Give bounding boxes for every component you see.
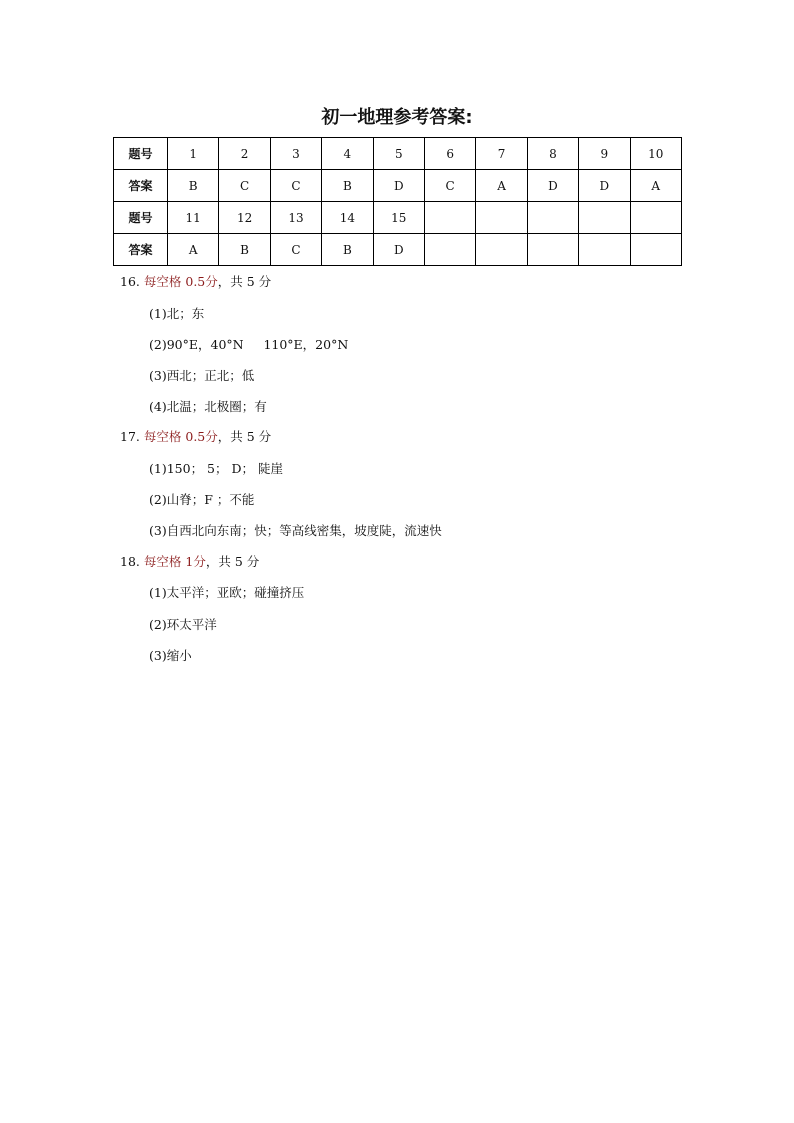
row-label: 题号 bbox=[114, 202, 168, 234]
score-prefix: 每空格 bbox=[143, 554, 182, 569]
score-prefix: 每空格 bbox=[143, 274, 182, 289]
question-number-cell: 10 bbox=[630, 138, 681, 170]
question-number-cell: 11 bbox=[168, 202, 219, 234]
row-label: 答案 bbox=[114, 234, 168, 266]
answer-18-2: (2)环太平洋 bbox=[149, 617, 217, 632]
question-number-cell: 7 bbox=[476, 138, 527, 170]
question-number-cell: 13 bbox=[270, 202, 321, 234]
empty-cell bbox=[476, 234, 527, 266]
answer-cell: B bbox=[322, 170, 373, 202]
score-total: ，共 5 分 bbox=[217, 429, 272, 444]
question-number-cell: 1 bbox=[168, 138, 219, 170]
row-label: 答案 bbox=[114, 170, 168, 202]
table-row-answers-1 bbox=[114, 170, 682, 202]
question-number-cell: 5 bbox=[373, 138, 424, 170]
answer-cell: D bbox=[373, 234, 424, 266]
question-number-cell: 6 bbox=[424, 138, 475, 170]
question-number-cell: 4 bbox=[322, 138, 373, 170]
table-row-question-numbers-2 bbox=[114, 202, 682, 234]
score-prefix: 每空格 bbox=[143, 429, 182, 444]
table-row-answers-2 bbox=[114, 234, 682, 266]
score-unit: 分 bbox=[193, 554, 206, 569]
question-number-cell: 8 bbox=[527, 138, 578, 170]
score-total: ，共 5 分 bbox=[217, 274, 272, 289]
question-number-cell: 14 bbox=[322, 202, 373, 234]
question-number: 17. bbox=[120, 429, 140, 444]
score-unit: 分 bbox=[205, 274, 218, 289]
question-number-cell: 15 bbox=[373, 202, 424, 234]
empty-cell bbox=[579, 202, 630, 234]
empty-cell bbox=[424, 234, 475, 266]
question-number: 16. bbox=[120, 274, 140, 289]
answer-17-3: (3)自西北向东南；快；等高线密集，坡度陡，流速快 bbox=[149, 523, 442, 538]
question-number-cell: 12 bbox=[219, 202, 270, 234]
score-value: 1 bbox=[185, 554, 194, 569]
answer-cell: A bbox=[476, 170, 527, 202]
empty-cell bbox=[579, 234, 630, 266]
empty-cell bbox=[630, 202, 681, 234]
empty-cell bbox=[424, 202, 475, 234]
answer-18-3: (3)缩小 bbox=[149, 648, 192, 663]
answer-cell: B bbox=[322, 234, 373, 266]
answer-cell: C bbox=[424, 170, 475, 202]
question-number: 18. bbox=[120, 554, 140, 569]
empty-cell bbox=[527, 202, 578, 234]
answer-cell: D bbox=[579, 170, 630, 202]
score-value: 0.5 bbox=[185, 429, 206, 444]
answer-cell: C bbox=[219, 170, 270, 202]
question-number-cell: 2 bbox=[219, 138, 270, 170]
answer-18-1: (1)太平洋；亚欧；碰撞挤压 bbox=[149, 585, 305, 600]
question-17-header bbox=[120, 429, 271, 445]
answer-cell: D bbox=[373, 170, 424, 202]
answer-cell: D bbox=[527, 170, 578, 202]
question-number-cell: 9 bbox=[579, 138, 630, 170]
page-title: 初一地理参考答案: bbox=[321, 107, 473, 128]
question-number-cell: 3 bbox=[270, 138, 321, 170]
answer-cell: A bbox=[630, 170, 681, 202]
answer-table bbox=[113, 137, 682, 266]
answer-17-2: (2)山脊；F ；不能 bbox=[149, 492, 255, 507]
answer-17-1: (1)150； 5； D； 陡崖 bbox=[149, 461, 283, 476]
answer-16-1: (1)北；东 bbox=[149, 306, 205, 321]
answer-cell: C bbox=[270, 234, 321, 266]
answer-cell: B bbox=[168, 170, 219, 202]
empty-cell bbox=[630, 234, 681, 266]
answer-16-3: (3)西北；正北；低 bbox=[149, 368, 255, 383]
empty-cell bbox=[476, 202, 527, 234]
question-18-header bbox=[120, 554, 259, 570]
answer-cell: A bbox=[168, 234, 219, 266]
score-value: 0.5 bbox=[185, 274, 206, 289]
empty-cell bbox=[527, 234, 578, 266]
answer-16-4: (4)北温；北极圈；有 bbox=[149, 399, 267, 414]
question-16-header bbox=[120, 274, 271, 290]
table-row-question-numbers-1 bbox=[114, 138, 682, 170]
answer-cell: B bbox=[219, 234, 270, 266]
row-label: 题号 bbox=[114, 138, 168, 170]
answer-16-2: (2)90°E，40°N 110°E，20°N bbox=[149, 337, 349, 352]
answer-cell: C bbox=[270, 170, 321, 202]
score-total: ，共 5 分 bbox=[205, 554, 260, 569]
score-unit: 分 bbox=[205, 429, 218, 444]
